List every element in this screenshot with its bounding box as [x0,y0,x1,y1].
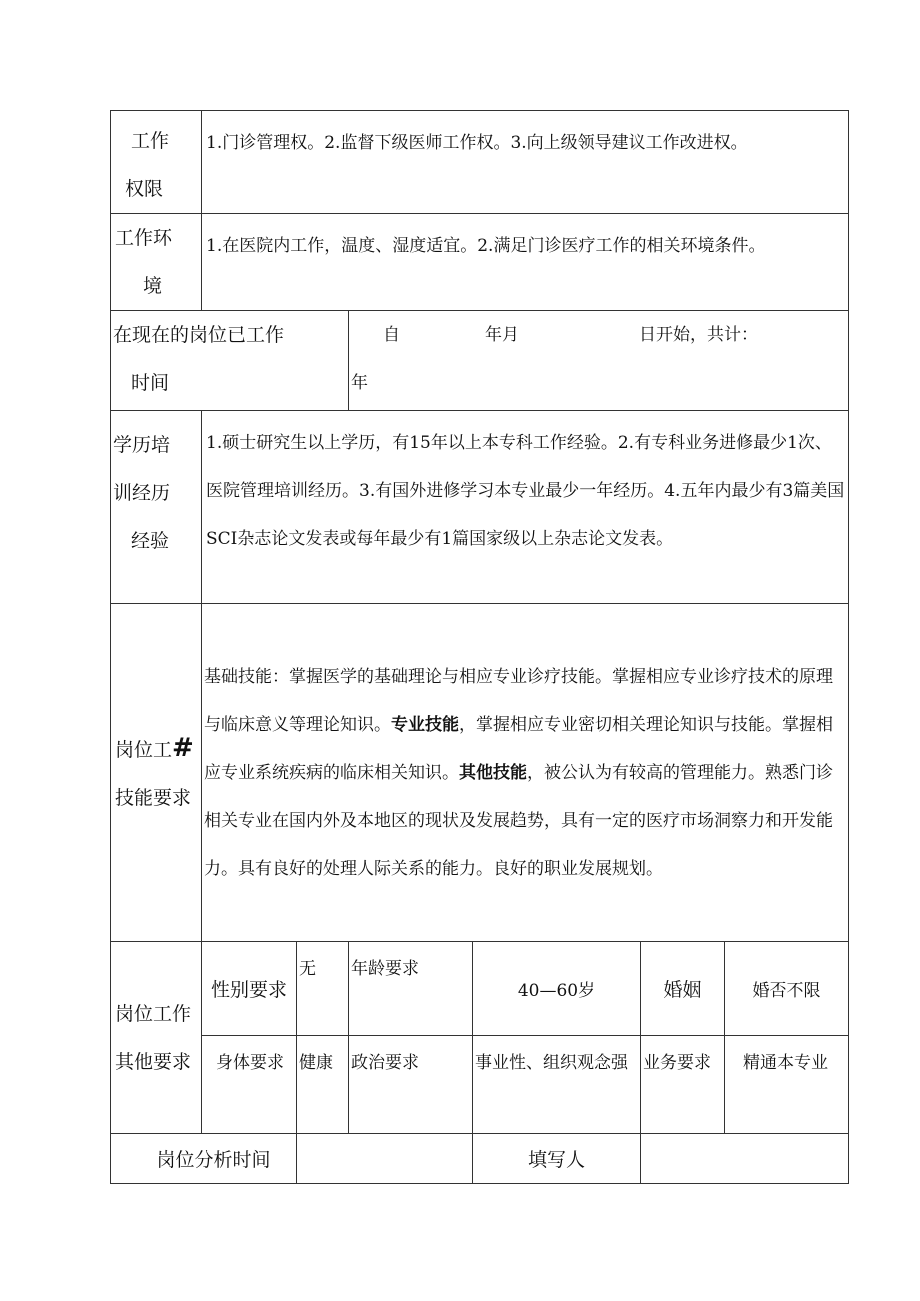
business-label: 业务要求 [641,1036,725,1134]
skills-label: 岗位工# 技能要求 [111,604,202,942]
authority-label: 工作 权限 [111,111,202,214]
tenure-label: 在现在的岗位已工作 时间 [111,311,349,411]
filler-label: 填写人 [473,1134,641,1184]
politics-label: 政治要求 [349,1036,473,1134]
tenure-day-start: 日开始，共计： [639,325,758,345]
professional-skills-text: ，掌握相应专业密切相关理论知识与技能。掌握相应专业系统疾病的临床相关知识。 [204,714,833,783]
tenure-value [349,311,849,411]
analysis-time-label: 岗位分析时间 [111,1134,297,1184]
other-skills-text: ，被公认为有较高的管理能力。熟悉门诊相关专业在国内外及本地区的现状及发展趋势，具有一定的医疗市场洞察力和开发能力。具有良好的处理人际关系的能力。良好的职业发展规划。 [204,762,833,879]
skills-row [111,604,849,942]
tenure-years: 年 [351,373,368,393]
basic-skills-text: ：掌握医学的基础理论与相应专业诊疗技能。掌握相应专业诊疗技术的原理与临床意义等理论知识。 [204,666,833,735]
tenure-row [111,311,849,411]
tenure-from: 自 [383,325,400,345]
education-text: 1.硕士研究生以上学历，有15年以上本专科工作经验。2.有专科业务进修最少1次、医院管理培训经历。3.有国外进修学习本专业最少一年经历。4.五年内最少有3篇美国SCI杂志论文发表或每年最少有1篇国家级以上杂志论文发表。 [202,411,849,604]
health-label: 身体要求 [202,1036,297,1134]
tenure-year-month: 年月 [485,325,519,345]
gender-label: 性别要求 [202,942,297,1036]
analysis-time-value[interactable] [297,1134,473,1184]
requirements-row-2 [111,1036,849,1134]
marriage-label: 婚姻 [641,942,725,1036]
hash-mark: # [172,732,194,763]
education-label: 学历培 训经历 经验 [111,411,202,604]
marriage-value: 婚否不限 [725,942,849,1036]
education-row [111,411,849,604]
environment-label: 工作环 境 [111,214,202,311]
authority-row [111,111,849,214]
basic-skills-title: 基础技能 [204,666,272,687]
age-value: 40—60岁 [473,942,641,1036]
requirements-row-1 [111,942,849,1036]
filler-value[interactable] [641,1134,849,1184]
politics-value: 事业性、组织观念强 [473,1036,641,1134]
gender-value: 无 [297,942,349,1036]
authority-text: 1.门诊管理权。2.监督下级医师工作权。3.向上级领导建议工作改进权。 [202,111,849,214]
other-skills-title: 其他技能 [459,762,527,783]
age-label: 年龄要求 [349,942,473,1036]
business-value: 精通本专业 [725,1036,849,1134]
environment-row [111,214,849,311]
environment-text: 1.在医院内工作，温度、湿度适宜。2.满足门诊医疗工作的相关环境条件。 [202,214,849,311]
job-description-table [110,110,849,1184]
health-value: 健康 [297,1036,349,1134]
other-requirements-label: 岗位工作 其他要求 [111,942,202,1134]
skills-text [202,604,849,942]
professional-skills-title: 专业技能 [391,714,459,735]
footer-row [111,1134,849,1184]
